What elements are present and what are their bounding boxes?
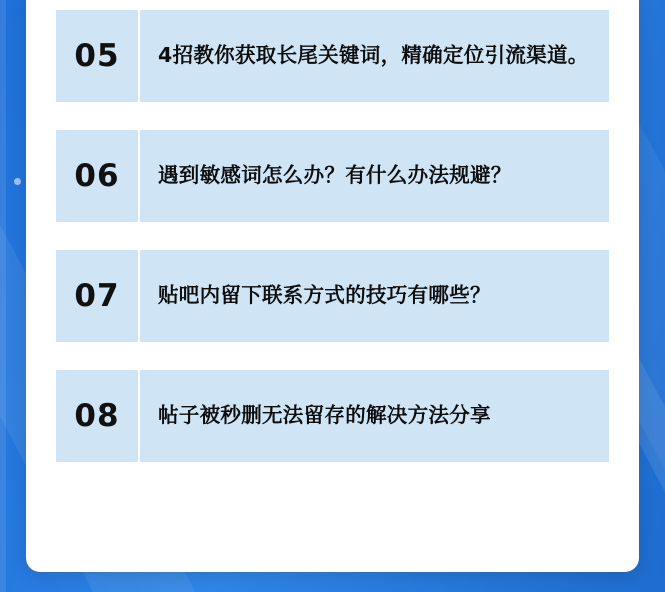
list-item-text: 4招教你获取长尾关键词，精确定位引流渠道。	[158, 43, 589, 68]
list-item-number: 06	[56, 130, 138, 222]
list-item[interactable]	[56, 370, 609, 462]
list-item[interactable]	[56, 250, 609, 342]
list-item-number: 08	[56, 370, 138, 462]
list-item[interactable]	[56, 10, 609, 102]
list-item-text: 贴吧内留下联系方式的技巧有哪些？	[158, 283, 491, 308]
list-item-text: 帖子被秒删无法留存的解决方法分享	[158, 403, 491, 428]
list-item-number: 07	[56, 250, 138, 342]
left-bullet-dot-icon	[14, 178, 21, 185]
numbered-topic-list	[56, 10, 609, 462]
left-edge-strip	[0, 0, 6, 592]
list-item-number: 05	[56, 10, 138, 102]
list-item-text: 遇到敏感词怎么办？有什么办法规避？	[158, 163, 512, 188]
list-item[interactable]	[56, 130, 609, 222]
